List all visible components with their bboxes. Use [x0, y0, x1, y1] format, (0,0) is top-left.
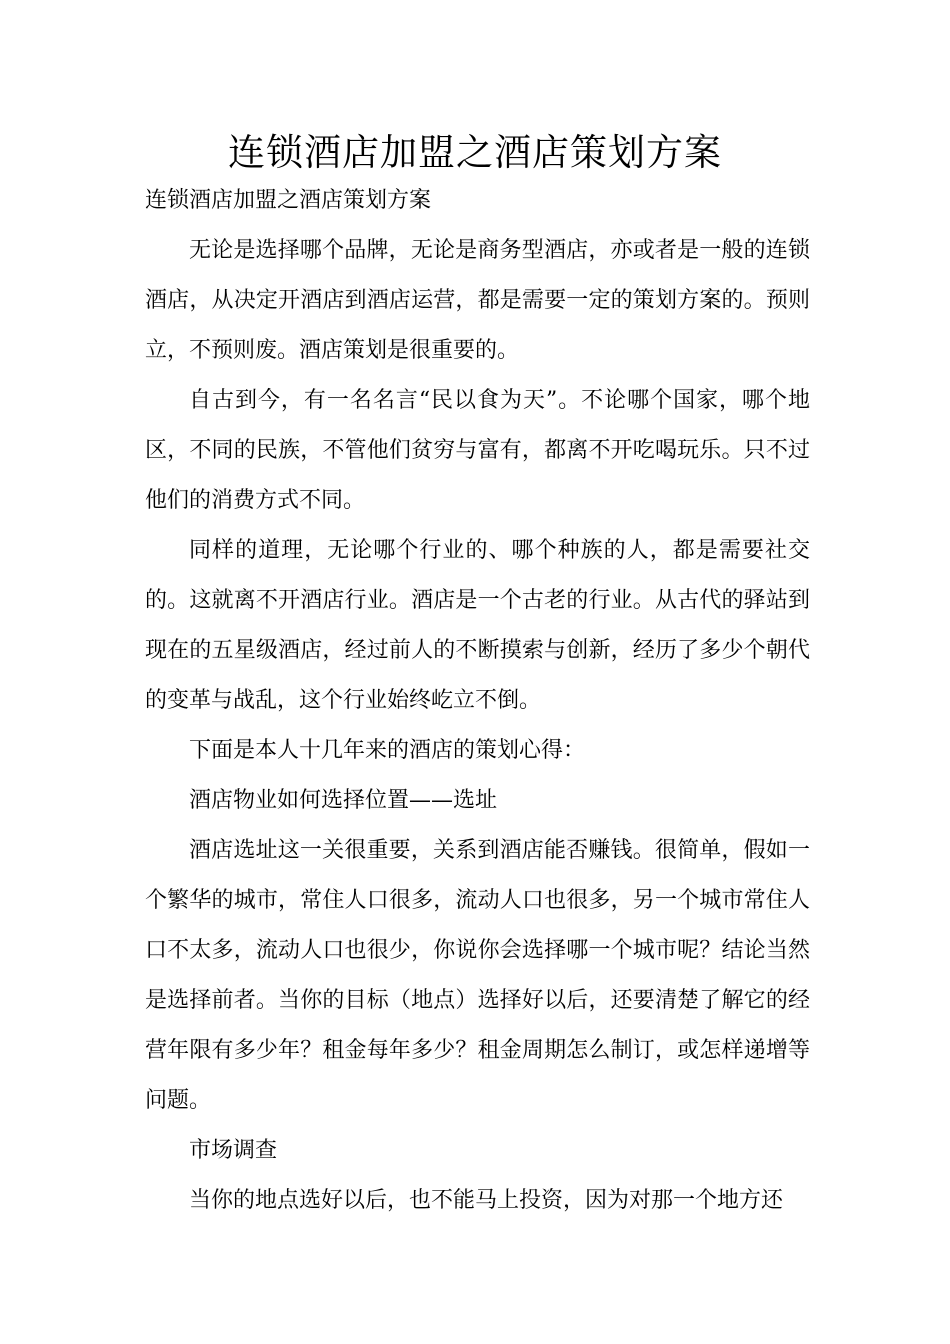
document-body — [145, 176, 810, 1226]
paragraph-location: 酒店选址这一关很重要，关系到酒店能否赚钱。很简单，假如一个繁华的城市，常住人口很多，流动人口也很多，另一个城市常住人口不太多，流动人口也很少，你说你会选择哪一个城市呢？结论当然是选择前者。当你的目标（地点）选择好以后，还要清楚了解它的经营年限有多少年？租金每年多少？租金周期怎么制订，或怎样递增等问题。 — [145, 838, 810, 1113]
paragraph-experience: 下面是本人十几年来的酒店的策划心得： — [189, 738, 586, 763]
paragraph-market-research: 当你的地点选好以后，也不能马上投资，因为对那一个地方还 — [189, 1188, 784, 1213]
section-heading-location: 酒店物业如何选择位置——选址 — [189, 788, 498, 813]
paragraph-social: 同样的道理，无论哪个行业的、哪个种族的人，都是需要社交的。这就离不开酒店行业。酒店是一个古老的行业。从古代的驿站到现在的五星级酒店，经过前人的不断摸索与创新，经历了多少个朝代的变革与战乱，这个行业始终屹立不倒。 — [145, 538, 810, 713]
paragraph-saying: 自古到今，有一名名言“民以食为天”。不论哪个国家，哪个地区，不同的民族，不管他们贫穷与富有，都离不开吃喝玩乐。只不过他们的消费方式不同。 — [145, 388, 810, 513]
document-title: 连锁酒店加盟之酒店策划方案 — [228, 131, 722, 174]
document-subtitle: 连锁酒店加盟之酒店策划方案 — [145, 188, 432, 213]
paragraph-intro: 无论是选择哪个品牌，无论是商务型酒店，亦或者是一般的连锁酒店，从决定开酒店到酒店运营，都是需要一定的策划方案的。预则立，不预则废。酒店策划是很重要的。 — [145, 238, 810, 363]
section-heading-market-research: 市场调查 — [189, 1138, 278, 1163]
